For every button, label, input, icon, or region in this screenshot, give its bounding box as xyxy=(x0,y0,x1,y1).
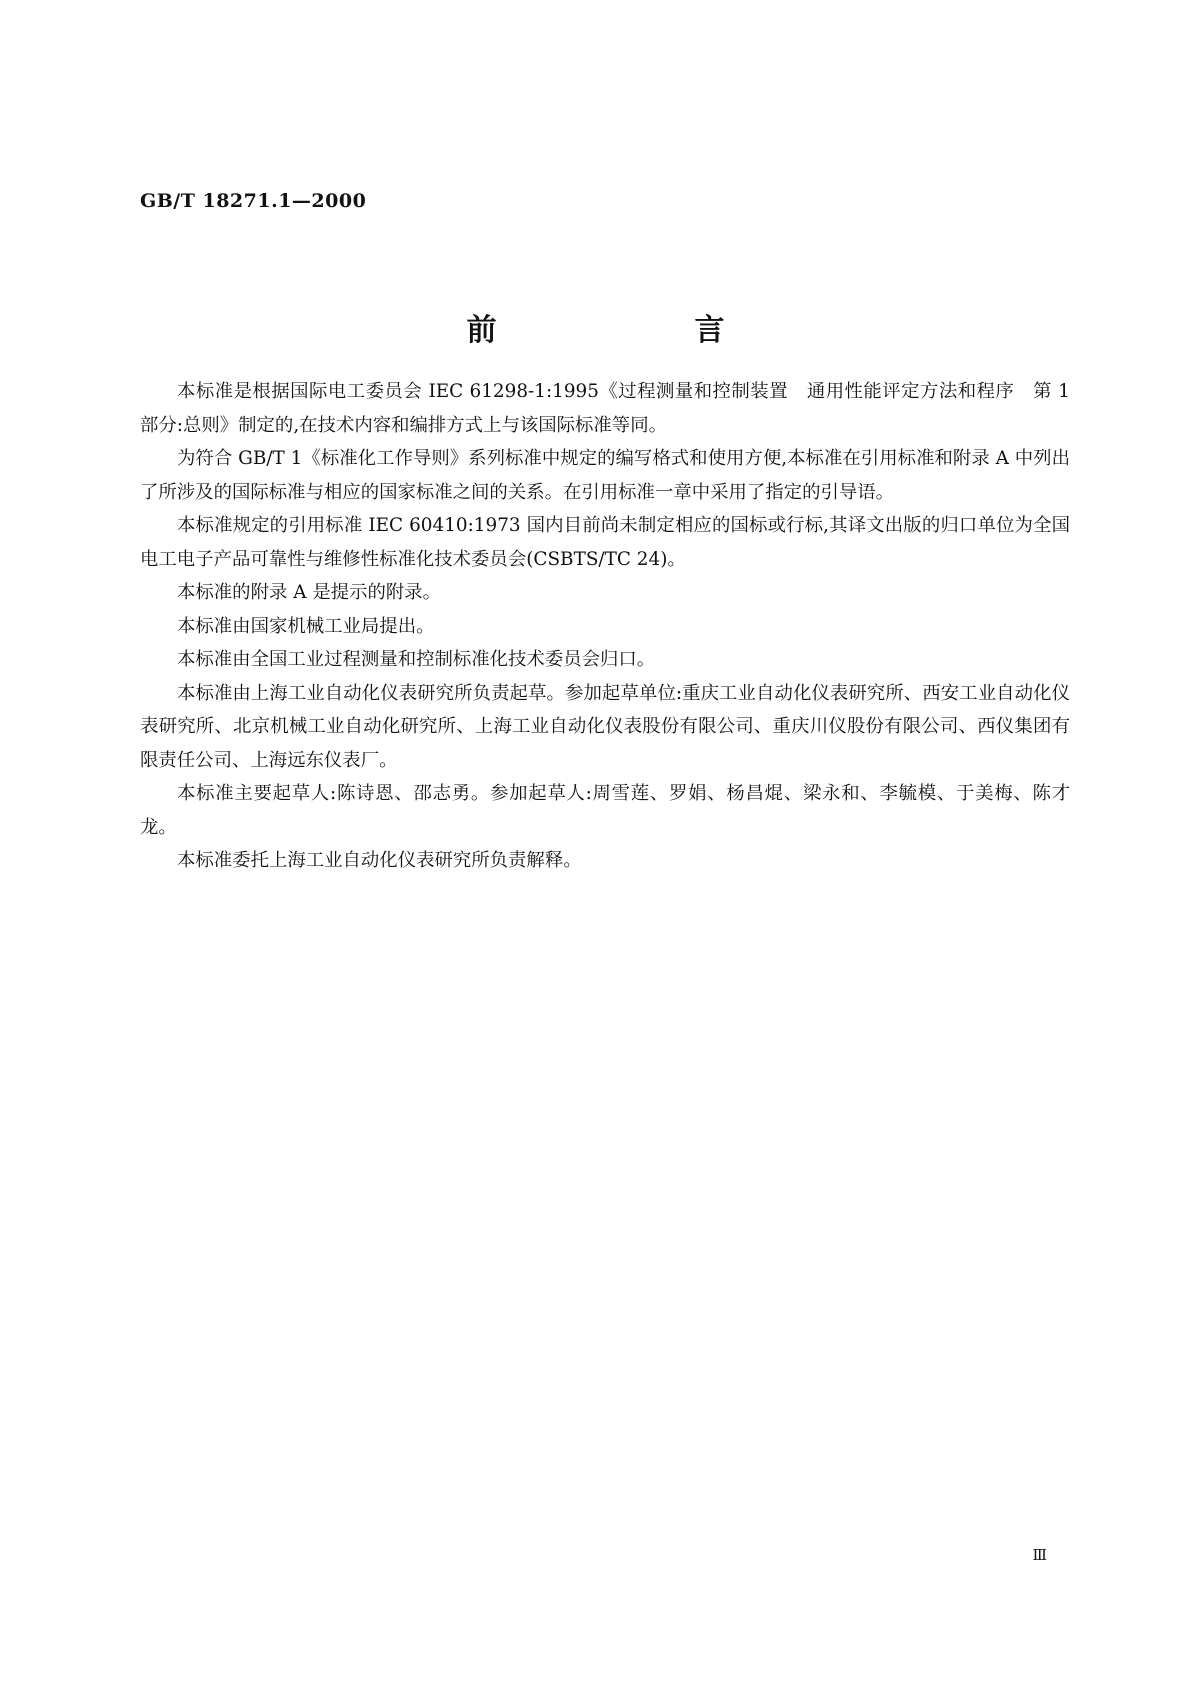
preface-body xyxy=(140,375,1070,878)
paragraph-1: 本标准是根据国际电工委员会 IEC 61298-1:1995《过程测量和控制装置 通用性能评定方法和程序 第 1 部分:总则》制定的,在技术内容和编排方式上与该国际标准等同。 xyxy=(140,381,1070,436)
page-number: Ⅲ xyxy=(1032,1546,1047,1564)
paragraph-6: 本标准由全国工业过程测量和控制标准化技术委员会归口。 xyxy=(177,649,656,670)
paragraph-4: 本标准的附录 A 是提示的附录。 xyxy=(177,582,442,603)
paragraph-9: 本标准委托上海工业自动化仪表研究所负责解释。 xyxy=(177,850,582,871)
paragraph-5: 本标准由国家机械工业局提出。 xyxy=(177,615,435,637)
standard-code: GB/T 18271.1—2000 xyxy=(140,190,367,212)
paragraph-8: 本标准主要起草人:陈诗恩、邵志勇。参加起草人:周雪莲、罗娟、杨昌焜、梁永和、李毓模、于美梅、陈才龙。 xyxy=(140,783,1070,838)
paragraph-7: 本标准由上海工业自动化仪表研究所负责起草。参加起草单位:重庆工业自动化仪表研究所、西安工业自动化仪表研究所、北京机械工业自动化研究所、上海工业自动化仪表股份有限公司、重庆川仪股份有限公司、西仪集团有限责任公司、上海远东仪表厂。 xyxy=(140,682,1070,771)
paragraph-3: 本标准规定的引用标准 IEC 60410:1973 国内目前尚未制定相应的国标或行标,其译文出版的归口单位为全国电工电子产品可靠性与维修性标准化技术委员会(CSBTS/TC 24)。 xyxy=(140,515,1070,570)
page-title: 前 言 xyxy=(466,313,809,348)
paragraph-2: 为符合 GB/T 1《标准化工作导则》系列标准中规定的编写格式和使用方便,本标准在引用标准和附录 A 中列出了所涉及的国际标准与相应的国家标准之间的关系。在引用标准一章中采用了指定的引导语。 xyxy=(140,448,1070,503)
